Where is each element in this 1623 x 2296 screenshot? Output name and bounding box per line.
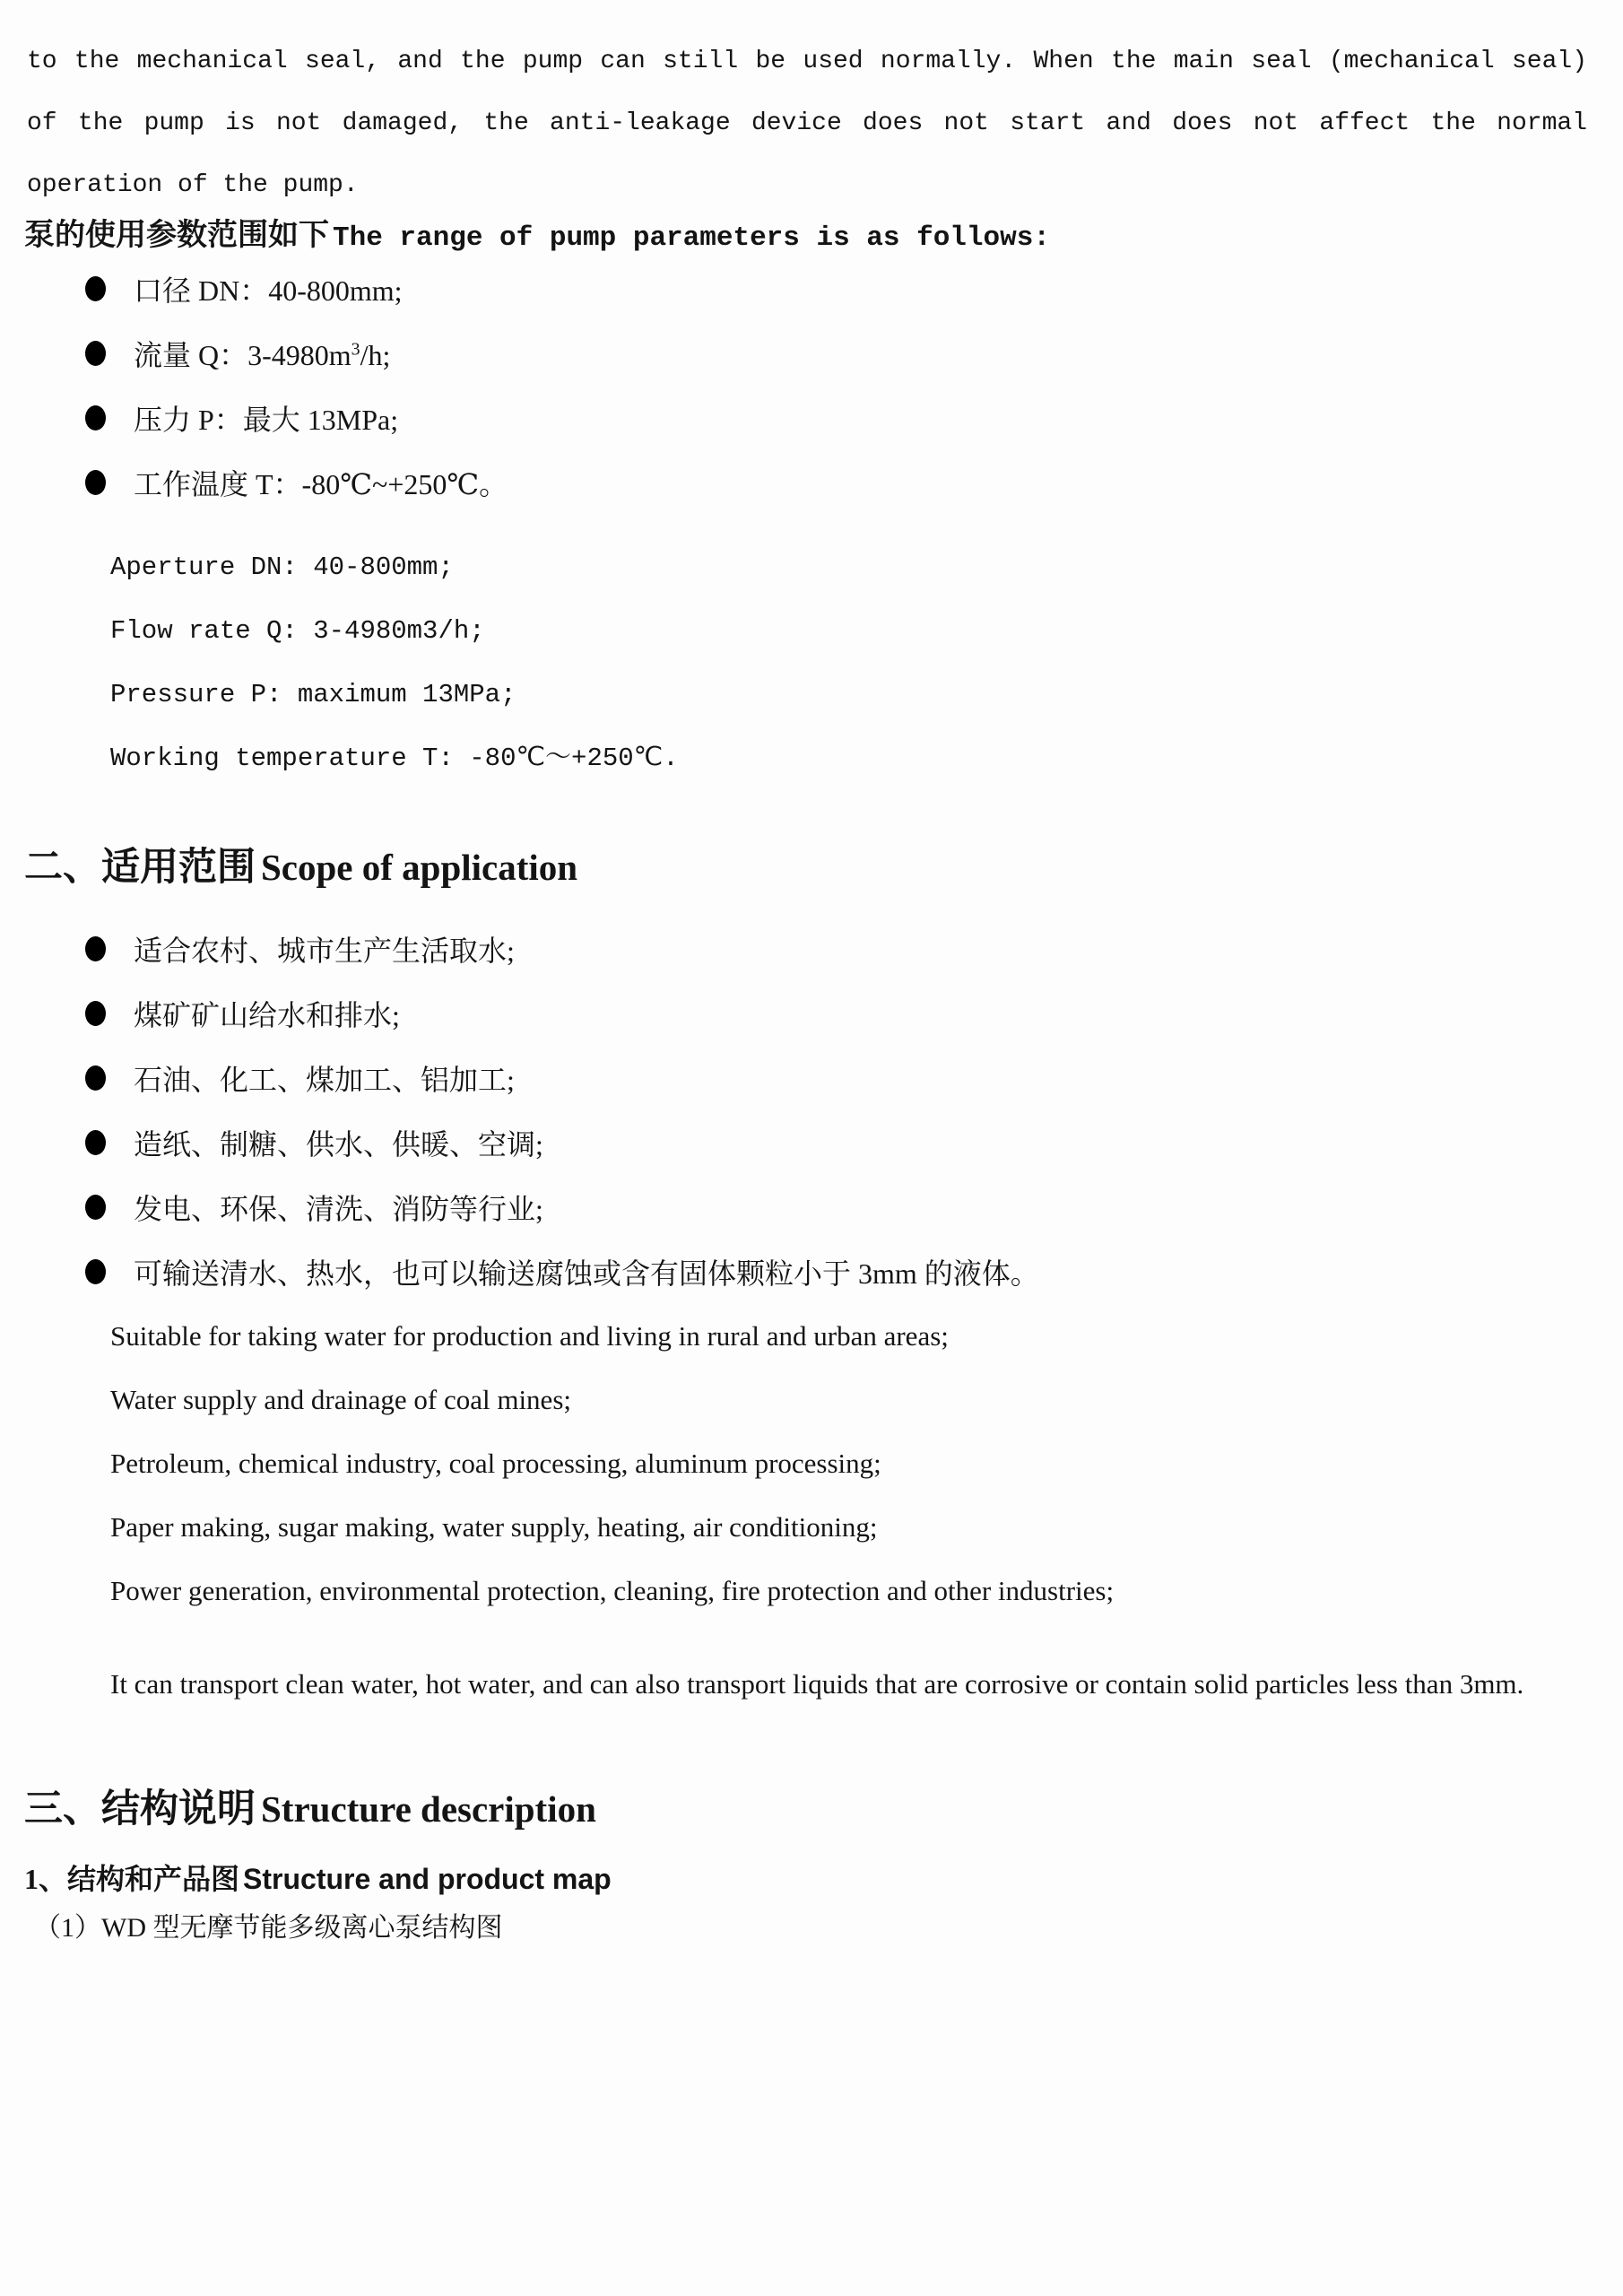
scope-english-lines bbox=[110, 1304, 1114, 1622]
bullet-text bbox=[134, 462, 508, 503]
structure-subheading-en: Structure and product map bbox=[243, 1863, 612, 1895]
bullet-text-pre: 口径 DN：40-800mm; bbox=[134, 274, 403, 307]
scope-heading-en: Scope of application bbox=[261, 847, 578, 888]
list-item bbox=[85, 321, 508, 386]
scope-english-paragraph: It can transport clean water, hot water, and can also transport liquids that are corrosive or contain solid particles less than 3mm. bbox=[110, 1668, 1524, 1700]
bullet-dot-icon bbox=[85, 276, 106, 301]
bullet-text bbox=[134, 333, 390, 374]
params-intro-zh: 泵的使用参数范围如下 bbox=[24, 219, 329, 252]
params-intro-line bbox=[24, 210, 1050, 254]
english-line: Suitable for taking water for production and living in rural and urban areas; bbox=[110, 1320, 949, 1352]
structure-subheading-zh: 1、结构和产品图 bbox=[24, 1863, 240, 1895]
bullet-dot-icon bbox=[85, 1130, 106, 1155]
structure-subheading bbox=[24, 1857, 612, 1898]
bullet-text-sup: 3 bbox=[351, 339, 360, 360]
intro-paragraph: to the mechanical seal, and the pump can still be used normally. When the main seal (mechanical seal) of the pump is not damaged, the anti-leakage device does not start and does not affect the normal operation of the pump. bbox=[27, 48, 1587, 199]
english-line: Petroleum, chemical industry, coal processing, aluminum processing; bbox=[110, 1448, 881, 1479]
params-intro-en: The range of pump parameters is as follows: bbox=[333, 222, 1050, 254]
list-item bbox=[85, 917, 1039, 981]
english-line: Water supply and drainage of coal mines; bbox=[110, 1384, 571, 1415]
english-line: Paper making, sugar making, water supply, heating, air conditioning; bbox=[110, 1511, 878, 1543]
bullet-text: 可输送清水、热水，也可以输送腐蚀或含有固体颗粒小于 3mm 的液体。 bbox=[134, 1257, 1039, 1290]
bullet-text: 石油、化工、煤加工、铝加工; bbox=[134, 1064, 515, 1096]
english-line: Working temperature T: -80℃～+250℃. bbox=[110, 744, 679, 773]
bullet-text: 适合农村、城市生产生活取水; bbox=[134, 935, 515, 967]
structure-heading-en: Structure description bbox=[261, 1788, 596, 1830]
scope-heading-zh: 二、适用范围 bbox=[24, 847, 256, 889]
list-item bbox=[85, 450, 508, 515]
bullet-text bbox=[134, 268, 403, 309]
bullet-text-pre: 压力 P：最大 13MPa; bbox=[134, 404, 399, 436]
bullet-text-post: /h; bbox=[360, 339, 391, 371]
structure-heading-zh: 三、结构说明 bbox=[24, 1788, 256, 1831]
bullet-text-pre: 流量 Q：3-4980m bbox=[134, 339, 352, 371]
structure-section-heading bbox=[24, 1779, 596, 1833]
structure-caption: （1）WD 型无摩节能多级离心泵结构图 bbox=[34, 1913, 503, 1943]
bullet-dot-icon bbox=[85, 936, 106, 961]
params-english-lines bbox=[110, 535, 679, 790]
bullet-dot-icon bbox=[85, 1001, 106, 1026]
bullet-dot-icon bbox=[85, 405, 106, 430]
list-item bbox=[85, 1175, 1039, 1239]
bullet-text bbox=[134, 397, 398, 439]
english-line: Power generation, environmental protection, cleaning, fire protection and other industries; bbox=[110, 1575, 1115, 1606]
bullet-text: 造纸、制糖、供水、供暖、空调; bbox=[134, 1128, 543, 1161]
bullet-dot-icon bbox=[85, 470, 106, 495]
list-item bbox=[85, 386, 508, 450]
list-item bbox=[85, 981, 1039, 1046]
bullet-text: 发电、环保、清洗、消防等行业; bbox=[134, 1193, 543, 1225]
bullet-text: 煤矿矿山给水和排水; bbox=[134, 999, 400, 1031]
english-line: Flow rate Q: 3-4980m3/h; bbox=[110, 616, 485, 646]
list-item bbox=[85, 1110, 1039, 1175]
list-item bbox=[85, 1046, 1039, 1110]
english-line: Pressure P: maximum 13MPa; bbox=[110, 680, 516, 709]
scope-bullet-list bbox=[85, 917, 1039, 1304]
bullet-dot-icon bbox=[85, 1259, 106, 1284]
params-bullet-list bbox=[85, 257, 508, 515]
list-item bbox=[85, 1239, 1039, 1304]
bullet-dot-icon bbox=[85, 1195, 106, 1220]
bullet-dot-icon bbox=[85, 1065, 106, 1091]
english-line: Aperture DN: 40-800mm; bbox=[110, 552, 454, 582]
list-item bbox=[85, 257, 508, 321]
bullet-text-pre: 工作温度 T：-80℃~+250℃。 bbox=[134, 468, 508, 500]
bullet-dot-icon bbox=[85, 341, 106, 366]
scope-section-heading bbox=[24, 837, 577, 891]
